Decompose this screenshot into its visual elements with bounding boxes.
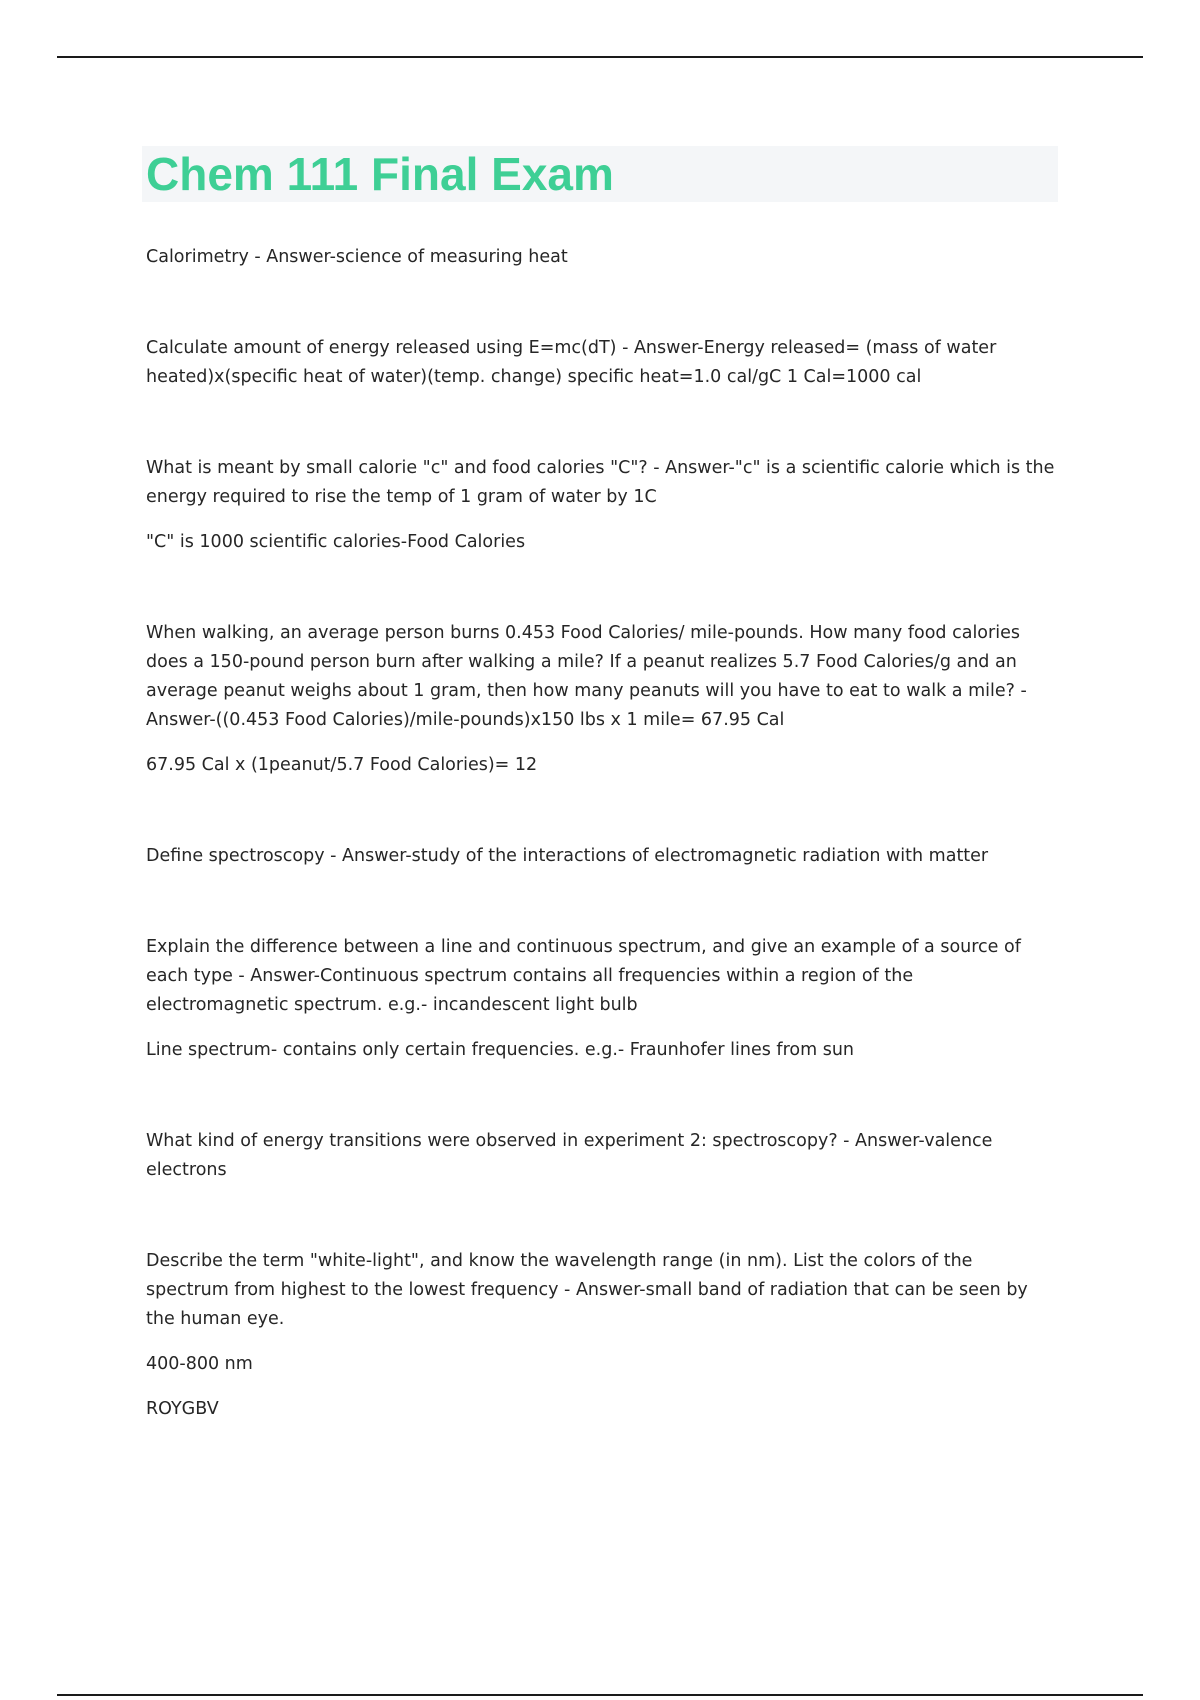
qa-entry (146, 454, 1058, 557)
qa-paragraph: 67.95 Cal x (1peanut/5.7 Food Calories)= 12 (146, 755, 538, 775)
qa-entry (146, 619, 1058, 780)
qa-paragraph: Calorimetry - Answer-science of measuring heat (146, 247, 568, 267)
top-divider (57, 56, 1143, 58)
bottom-divider (57, 1694, 1143, 1696)
document-body (146, 243, 1058, 1486)
qa-paragraph: Line spectrum- contains only certain frequencies. e.g.- Fraunhofer lines from sun (146, 1040, 855, 1060)
qa-paragraph: ROYGBV (146, 1399, 219, 1419)
qa-paragraph: Explain the difference between a line and continuous spectrum, and give an example of a source of each type - Answer-Continuous spectrum contains all frequencies within a region of the electromagnetic spectrum. e.g.- incandescent light bulb (146, 937, 1021, 1015)
qa-entry (146, 243, 1058, 272)
qa-paragraph: What kind of energy transitions were observed in experiment 2: spectroscopy? - Answer-valence electrons (146, 1131, 993, 1180)
qa-paragraph: 400-800 nm (146, 1354, 253, 1374)
qa-paragraph: "C" is 1000 scientific calories-Food Calories (146, 532, 526, 552)
qa-paragraph: Define spectroscopy - Answer-study of the interactions of electromagnetic radiation with matter (146, 846, 989, 866)
qa-entry (146, 1247, 1058, 1424)
qa-entry (146, 1127, 1058, 1185)
page-title: Chem 111 Final Exam (146, 148, 614, 200)
qa-paragraph: Calculate amount of energy released using E=mc(dT) - Answer-Energy released= (mass of water heated)x(specific heat of water)(temp. change) specific heat=1.0 cal/gC 1 Cal=1000 cal (146, 338, 997, 387)
qa-entry (146, 334, 1058, 392)
qa-entry (146, 842, 1058, 871)
title-banner (142, 146, 1058, 202)
qa-entry (146, 933, 1058, 1065)
qa-paragraph: Describe the term "white-light", and know the wavelength range (in nm). List the colors of the spectrum from highest to the lowest frequency - Answer-small band of radiation that can be seen by the human eye. (146, 1251, 1028, 1329)
qa-paragraph: When walking, an average person burns 0.453 Food Calories/ mile-pounds. How many food calories does a 150-pound person burn after walking a mile? If a peanut realizes 5.7 Food Calories/g and an average peanut weighs about 1 gram, then how many peanuts will you have to eat to walk a mile? - Answer-((0.453 Food Calories)/mile-pounds)x150 lbs x 1 mile= 67.95 Cal (146, 623, 1027, 730)
qa-paragraph: What is meant by small calorie "c" and food calories "C"? - Answer-"c" is a scientific calorie which is the energy required to rise the temp of 1 gram of water by 1C (146, 458, 1055, 507)
